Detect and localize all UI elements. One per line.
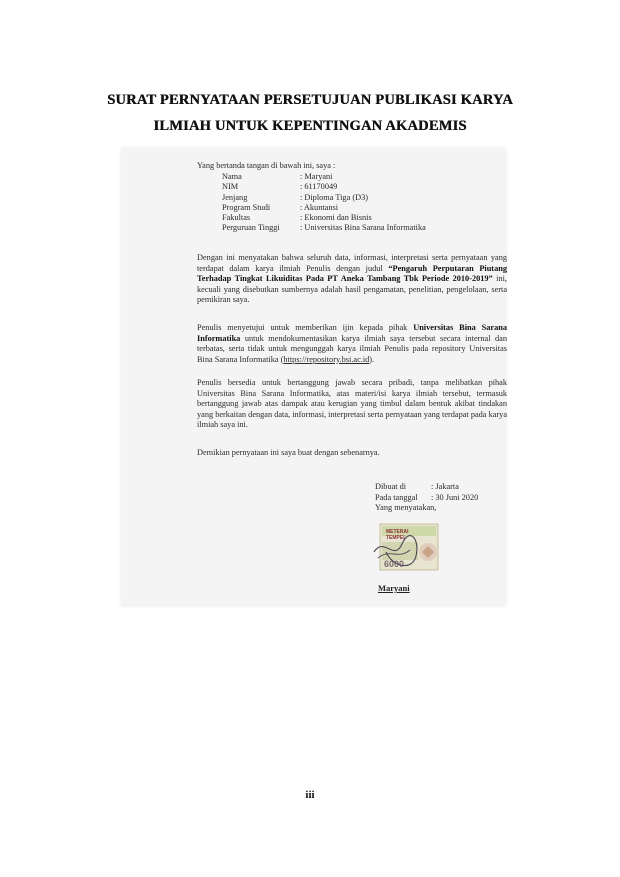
p1-text-end: ini, kecuali yang disebutkan sumbernya adalah hasil pengamatan, penelitian, pengelolaan, serta pemikiran saya.: [197, 274, 507, 304]
date-label: Pada tanggal: [375, 492, 418, 502]
thesis-title: “Pengaruh Perputaran Piutang Terhadap Tingkat Likuiditas Pada PT Aneka Tambang Tbk Periode 2010-2019”: [197, 263, 507, 283]
identity-label: Nama: [222, 172, 242, 181]
paragraph-closing: Demikian pernyataan ini saya buat dengan sebenarnya.: [197, 448, 380, 457]
p2-text-mid: untuk mendokumentasikan karya ilmiah saya tersebut secara internal dan terbatas, serta tidak untuk mengunggah karya ilmiah Penulis pada repository Universitas Bina Sarana Informatika (: [197, 333, 507, 364]
svg-text:6000: 6000: [384, 559, 405, 569]
identity-value: : Universitas Bina Sarana Informatika: [300, 223, 426, 233]
identity-label: Fakultas: [222, 213, 251, 223]
date-value: : 30 Juni 2020: [431, 492, 479, 502]
paragraph-permission: [197, 323, 507, 365]
signer-name: Maryani: [378, 583, 410, 593]
signature-block: [375, 482, 478, 514]
paragraph-responsibility: Penulis bersedia untuk bertanggung jawab secara pribadi, tanpa melibatkan pihak Universitas Bina Sarana Informatika, atas materi/isi karya ilmiah tersebut, termasuk bertanggung jawab atas dampak atau kerugian yang timbul dalam bentuk akibat tindakan yang berkaitan dengan data, informasi, interpretasi serta pernyataan yang terdapat pada karya ilmiah saya ini.: [197, 378, 507, 429]
p1-text: Dengan ini menyatakan bahwa seluruh data, informasi, interpretasi serta pernyataan yang terdapat dalam karya ilmiah Penulis dengan judul: [197, 253, 507, 273]
date-row: [375, 493, 478, 504]
p2-text: Penulis menyetujui untuk memberikan ijin kepada pihak: [197, 323, 414, 332]
identity-row-fakultas: [222, 213, 426, 223]
place-row: [375, 482, 478, 493]
identity-label: Perguruan Tinggi: [222, 223, 280, 233]
identity-row-jenjang: [222, 193, 426, 203]
identity-row-nim: [222, 182, 426, 192]
svg-text:TEMPEL: TEMPEL: [386, 535, 407, 541]
identity-label: Jenjang: [222, 192, 248, 202]
page-number: iii: [305, 789, 315, 801]
svg-text:METERAI: METERAI: [386, 529, 409, 535]
document-title-line1: SURAT PERNYATAAN PERSETUJUAN PUBLIKASI KARYA: [107, 92, 513, 108]
identity-value: : 61170049: [300, 182, 338, 192]
identity-row-pt: [222, 223, 426, 233]
identity-row-prodi: [222, 203, 426, 213]
place-value: : Jakarta: [431, 482, 459, 491]
identity-value: : Akuntansi: [300, 202, 339, 212]
identity-label: Program Studi: [222, 202, 271, 212]
paragraph-declaration: [197, 253, 507, 306]
identity-table: [222, 172, 426, 234]
university-name: Universitas Bina Sarana Informatika: [197, 323, 507, 343]
repository-link[interactable]: https://repository.bsi.ac.id: [283, 354, 370, 364]
identity-value: : Diploma Tiga (D3): [300, 192, 368, 202]
identity-label: NIM: [222, 182, 239, 192]
statement-intro: Yang bertanda tangan di bawah ini, saya :: [197, 161, 336, 170]
identity-value: : Maryani: [300, 172, 333, 181]
place-label: Dibuat di: [375, 482, 407, 491]
identity-row-nama: [222, 172, 426, 182]
p2-text-end: ).: [369, 354, 375, 364]
closing-phrase: Yang menyatakan,: [375, 503, 437, 512]
identity-value: : Ekonomi dan Bisnis: [300, 213, 372, 223]
document-title-line2: ILMIAH UNTUK KEPENTINGAN AKADEMIS: [153, 118, 467, 134]
meterai-stamp-icon: [372, 522, 444, 572]
